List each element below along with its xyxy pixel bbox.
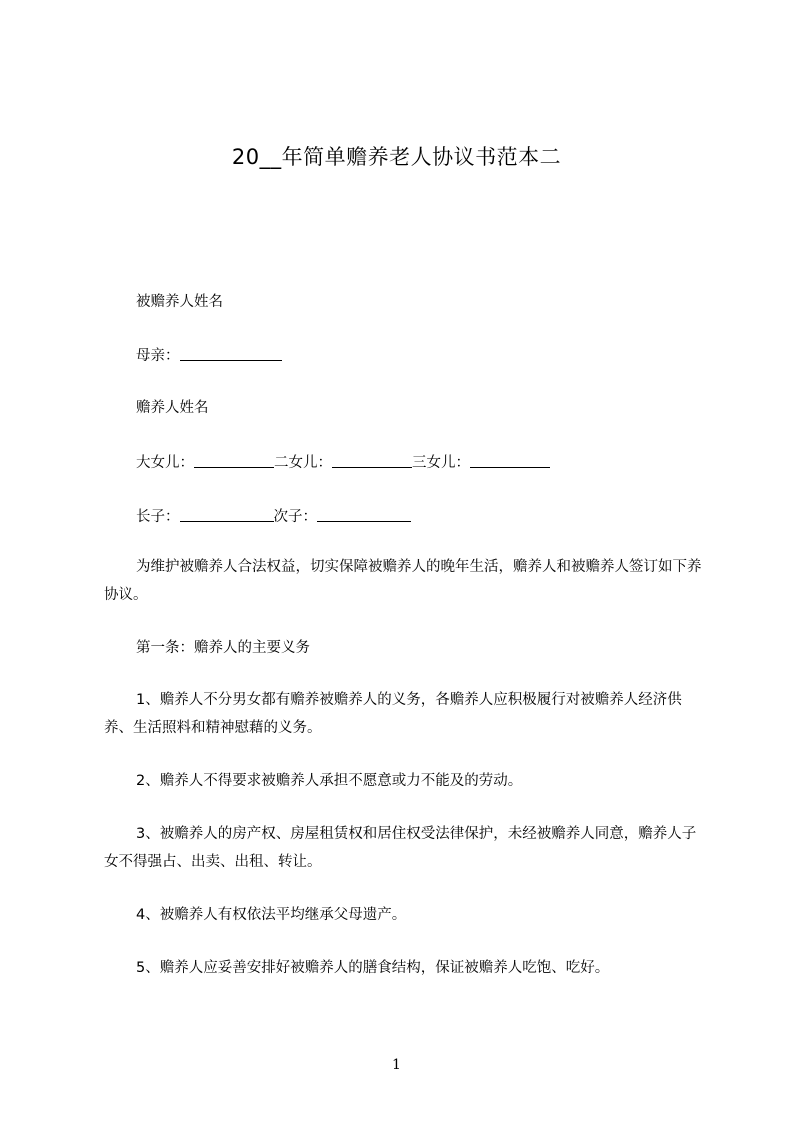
- clause-2: 2、赡养人不得要求被赡养人承担不愿意或力不能及的劳动。: [136, 773, 523, 789]
- page-number: 1: [392, 1057, 401, 1073]
- eldest-son-label: 长子：: [136, 509, 180, 525]
- eldest-daughter-label: 大女儿：: [136, 455, 194, 471]
- supporter-name-heading: 赡养人姓名: [136, 400, 209, 416]
- clause-4: 4、被赡养人有权依法平均继承父母遗产。: [136, 907, 407, 923]
- mother-field: [136, 346, 282, 365]
- eldest-daughter-blank: [194, 453, 274, 468]
- daughters-field-row: [136, 453, 550, 472]
- mother-label: 母亲：: [136, 348, 180, 364]
- second-son-label: 次子：: [273, 509, 317, 525]
- article-one-heading: 第一条：赡养人的主要义务: [136, 640, 310, 656]
- eldest-son-blank: [180, 507, 274, 522]
- third-daughter-label: 三女儿：: [412, 455, 470, 471]
- clause-3: 3、被赡养人的房产权、房屋租赁权和居住权受法律保护，未经被赡养人同意，赡养人子女不得强占、出卖、出租、转让。: [104, 826, 697, 870]
- second-son-blank: [317, 507, 411, 522]
- dependent-name-heading: 被赡养人姓名: [136, 294, 223, 310]
- preamble-paragraph: 为维护被赡养人合法权益，切实保障被赡养人的晚年生活，赡养人和被赡养人签订如下养协议。: [104, 559, 702, 603]
- clause-1: 1、赡养人不分男女都有赡养被赡养人的义务，各赡养人应积极履行对被赡养人经济供养、生活照料和精神慰藉的义务。: [104, 692, 682, 736]
- second-daughter-blank: [332, 453, 412, 468]
- clause-5: 5、赡养人应妥善安排好被赡养人的膳食结构，保证被赡养人吃饱、吃好。: [136, 960, 610, 976]
- second-daughter-label: 二女儿：: [274, 455, 332, 471]
- third-daughter-blank: [470, 453, 550, 468]
- sons-field-row: [136, 507, 411, 526]
- mother-blank: [180, 346, 282, 361]
- document-title: 20__年简单赡养老人协议书范本二: [231, 145, 562, 169]
